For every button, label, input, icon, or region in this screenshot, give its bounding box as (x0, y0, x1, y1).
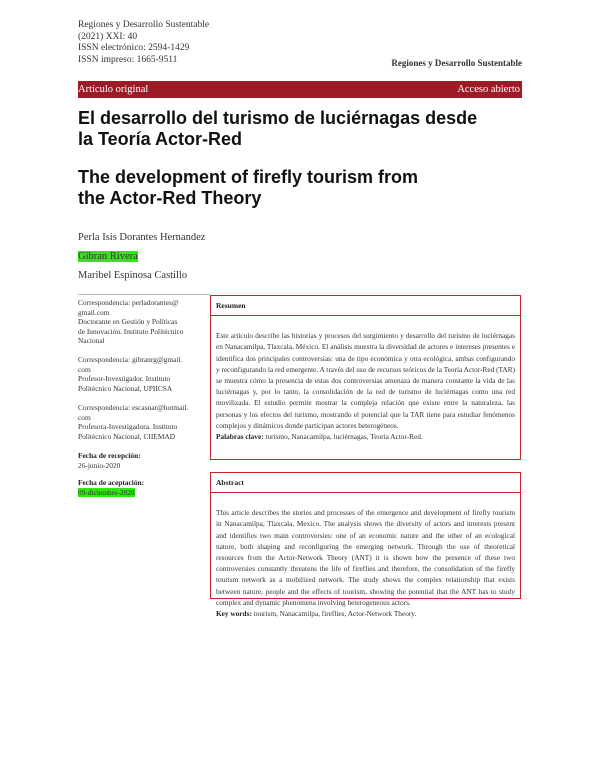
author-name: Maribel Espinosa Castillo (78, 270, 188, 281)
affiliation-text: Profesora-Investigadora. Instituto (78, 422, 178, 432)
keywords-text: turismo, Nanacamilpa, luciérnagas, Teoría Actor-Red. (265, 432, 423, 442)
issn-print: ISSN impreso: 1665-9511 (78, 54, 178, 65)
resumen-box (210, 295, 521, 460)
article-type-label: Artículo original (78, 84, 149, 95)
title-spanish (78, 108, 478, 150)
accepted-label: Fecha de aceptación: (78, 478, 145, 487)
correspondence-text: gmail.com (78, 307, 110, 317)
divider (78, 294, 210, 295)
affiliation-text: Politécnico Nacional, UPIICSA (78, 383, 173, 393)
keywords-label: Key words: (216, 609, 252, 619)
accepted-date: 09-diciembre-2020 (78, 487, 135, 497)
resumen-body: Este artículo describe las historias y procesos del surgimiento y desarrollo del turismo de luciérnagas en Nanacamilpa, Tlaxcala, México. El análisis muestra la diversidad de actores e intereses presentes e identifica dos principales controversias: una de tipo económica y otra ecológica, ambas configurando y reconfigurando la red emergente. A través del uso de recursos teóricos de la Teoría Actor-Red (TAR) se muestra cómo la presencia de estas dos controversias amenaza de manera constante la vida de las luciérnagas y, por lo tanto, la consolidación de la red de turismo de luciérnagas como una red movilizada. El estudio permite mostrar la compleja relación que existe entre la naturaleza, las personas y los efectos del turismo, mostrando el potencial que la TAR tiene para estudiar fenómenos complejos y dinámicos donde participan actores heterogéneos. (216, 331, 515, 430)
received-date: 26-junio-2020 (78, 460, 121, 470)
title-english-line1: The development of firefly tourism from (78, 167, 419, 187)
correspondence-author-3 (78, 403, 206, 441)
title-english-line2: the Actor-Red Theory (78, 188, 262, 208)
correspondence-text: Correspondencia: escasnar@hotmail. (78, 403, 189, 412)
correspondence-text: Correspondencia: perladorantes@ (78, 298, 179, 307)
divider (211, 492, 520, 493)
abstract-box (210, 472, 521, 619)
affiliation-text: Profesor-Investigador. Instituto (78, 374, 171, 384)
issn-electronic: ISSN electrónico: 2594-1429 (78, 43, 190, 53)
affiliation-text: Nacional (78, 336, 105, 346)
abstract-keywords (216, 608, 515, 619)
divider (211, 315, 520, 316)
author-name: Gibran Rivera (78, 251, 138, 262)
journal-name-right: Regiones y Desarrollo Sustentable (391, 58, 522, 68)
correspondence-author-2 (78, 355, 206, 393)
abstract-heading: Abstract (216, 478, 244, 487)
keywords-text: tourism, Nanacamilpa, fireflies, Actor-Network Theory. (253, 609, 417, 619)
correspondence-author-1 (78, 298, 206, 346)
title-english (78, 167, 478, 209)
title-spanish-line1: El desarrollo del turismo de luciérnagas desde (78, 108, 478, 128)
open-access-label: Acceso abierto (457, 84, 520, 95)
resumen-heading: Resumen (216, 301, 246, 310)
accepted-date-block (78, 478, 206, 497)
correspondence-text: com (78, 412, 91, 422)
volume-info: (2021) XXI: 40 (78, 31, 138, 42)
article-type-bar (78, 81, 522, 98)
affiliation-text: de Innovación. Instituto Politécnico (78, 326, 184, 336)
title-spanish-line2: la Teoría Actor-Red (78, 129, 243, 149)
affiliation-text: Doctorante en Gestión y Políticas (78, 317, 178, 327)
affiliation-text: Politécnico Nacional, CIIEMAD (78, 431, 176, 441)
received-label: Fecha de recepción: (78, 451, 141, 460)
resumen-keywords (216, 431, 515, 442)
author-name: Perla Isis Dorantes Hernandez (78, 232, 206, 243)
received-date-block (78, 451, 206, 470)
abstract-body: This article describes the stories and processes of the emergence and development of firefly tourism in Nanacamilpa, Tlaxcala, Mexico. The analysis shows the diversity of actors and interests present and identifies two main controversies: one of an economic nature and the other of an ecological nature, both shaping and reconfiguring the emerging network. Through the use of theoretical resources from the Actor-Network Theory (ANT) it is shown how the presence of these two controversies constantly threatens the life of fireflies and therefore, the consolidation of the firefly tourism network as a mobilized network. The study shows the complex relationship that exists between nature, people and the effects of tourism, showing the potential that the ANT has to study complex and dynamic phenomena involving heterogeneous actors. (216, 508, 515, 607)
journal-name: Regiones y Desarrollo Sustentable (78, 20, 210, 30)
correspondence-text: com (78, 364, 91, 374)
correspondence-text: Correspondencia: gibranrg@gmail. (78, 355, 183, 364)
keywords-label: Palabras clave: (216, 432, 264, 442)
